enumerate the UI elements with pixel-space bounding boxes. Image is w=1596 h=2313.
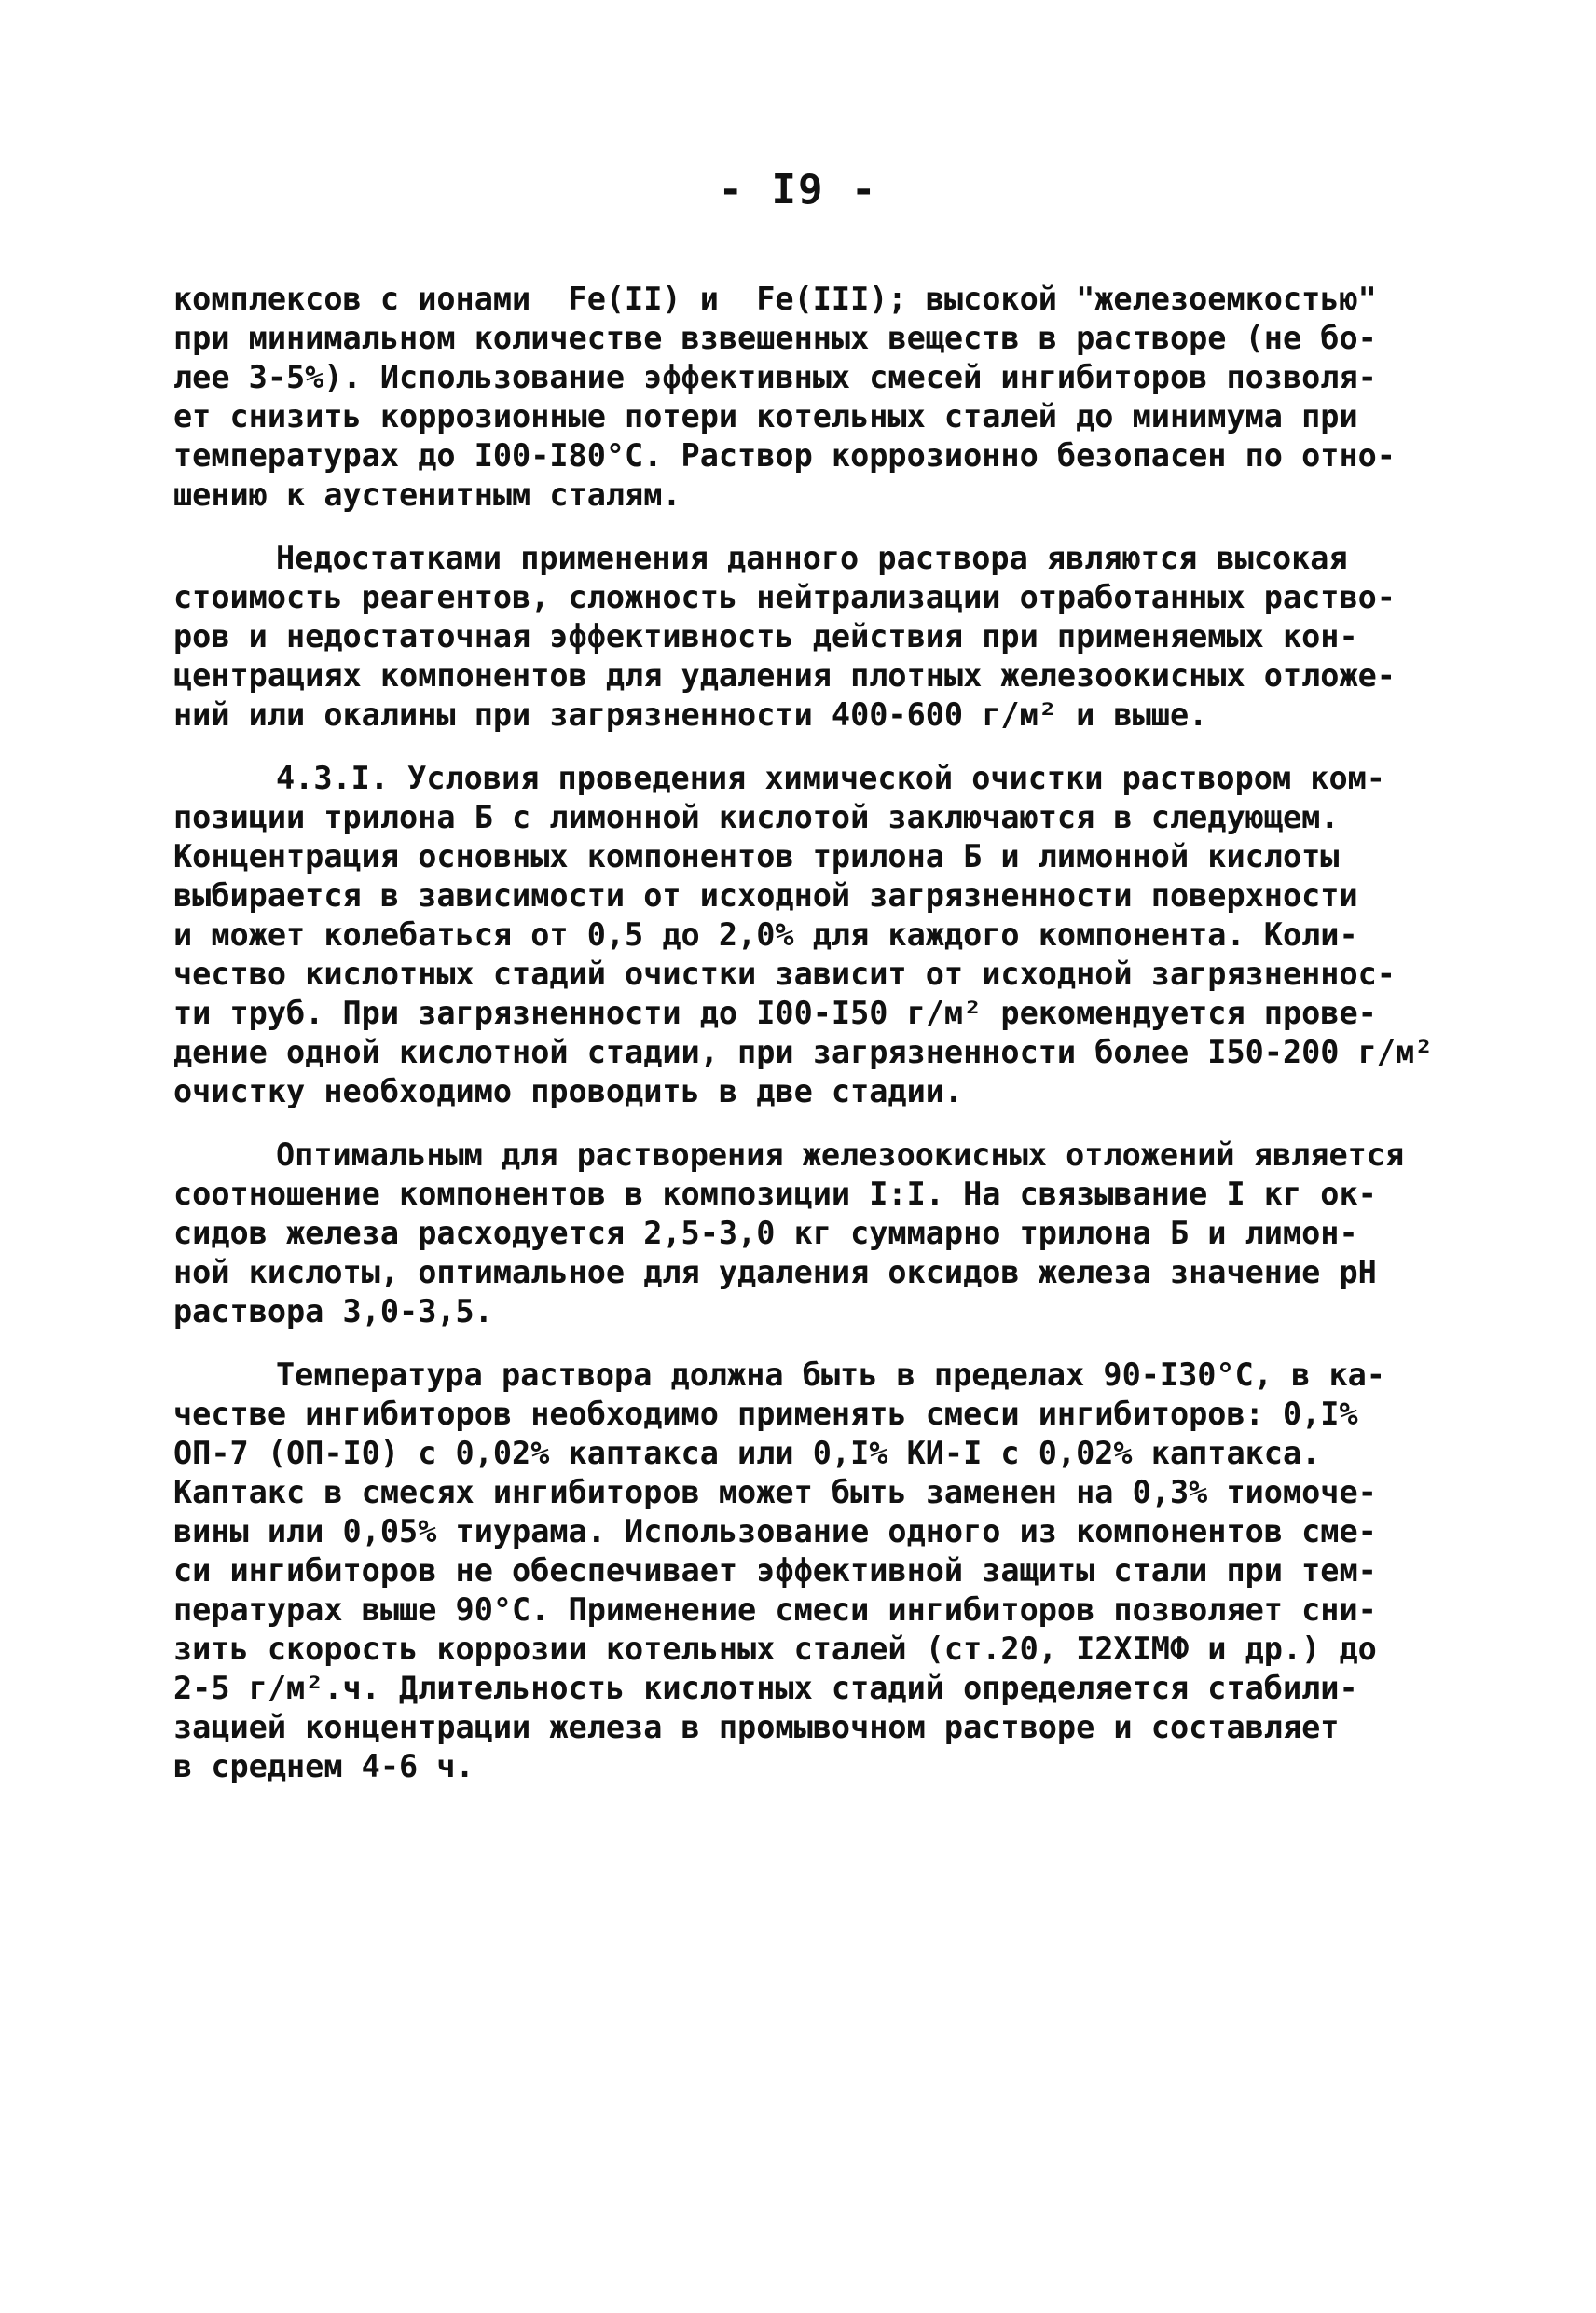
- text-line: при минимальном количестве взвешенных веществ в растворе (не бо-: [173, 320, 1377, 356]
- text-line: честве ингибиторов необходимо применять смеси ингибиторов: 0,I%: [173, 1396, 1358, 1432]
- text-line: Каптакс в смесях ингибиторов может быть заменен на 0,3% тиомоче-: [173, 1474, 1377, 1510]
- body-text: [173, 280, 1434, 1786]
- text-line: и может колебаться от 0,5 до 2,0% для каждого компонента. Коли-: [173, 916, 1358, 953]
- text-line: ной кислоты, оптимальное для удаления оксидов железа значение pH: [173, 1254, 1377, 1290]
- text-line: зить скорость коррозии котельных сталей (ст.20, I2XIМФ и др.) до: [173, 1631, 1377, 1667]
- text-line: стоимость реагентов, сложность нейтрализации отработанных раство-: [173, 579, 1396, 615]
- paragraph-2: [173, 539, 1423, 735]
- text-line: зацией концентрации железа в промывочном растворе и составляет: [173, 1709, 1340, 1745]
- text-line: ти труб. При загрязненности до I00-I50 г/м² рекомендуется прове-: [173, 995, 1377, 1031]
- text-line: ний или окалины при загрязненности 400-600 г/м² и выше.: [173, 696, 1208, 733]
- text-line: лее 3-5%). Использование эффективных смесей ингибиторов позволя-: [173, 359, 1377, 395]
- text-line: си ингибиторов не обеспечивает эффективной защиты стали при тем-: [173, 1552, 1377, 1589]
- text-line: ОП-7 (ОП-I0) с 0,02% каптакса или 0,I% КИ-I с 0,02% каптакса.: [173, 1435, 1321, 1471]
- text-line: комплексов с ионами Fe(II) и Fe(III); высокой "железоемкостью": [173, 281, 1377, 317]
- text-line: соотношение компонентов в композиции I:I. На связывание I кг ок-: [173, 1176, 1377, 1212]
- text-line: очистку необходимо проводить в две стадии.: [173, 1073, 964, 1109]
- text-line: дение одной кислотной стадии, при загрязненности более I50-200 г/м²: [173, 1034, 1434, 1070]
- text-line: Температура раствора должна быть в пределах 90-I30°C, в ка-: [276, 1356, 1385, 1393]
- text-line: вины или 0,05% тиурама. Использование одного из компонентов сме-: [173, 1513, 1377, 1549]
- text-line: центрациях компонентов для удаления плотных железоокисных отложе-: [173, 657, 1396, 694]
- text-line: чество кислотных стадий очистки зависит от исходной загрязненнос-: [173, 956, 1396, 992]
- text-line: выбирается в зависимости от исходной загрязненности поверхности: [173, 877, 1358, 914]
- paragraph-5: [173, 1356, 1423, 1786]
- paragraph-1: [173, 280, 1423, 515]
- text-line: позиции трилона Б с лимонной кислотой заключаются в следующем.: [173, 799, 1340, 835]
- text-line: ет снизить коррозионные потери котельных сталей до минимума при: [173, 398, 1358, 434]
- paragraph-3: [173, 759, 1434, 1111]
- text-line: пературах выше 90°C. Применение смеси ингибиторов позволяет сни-: [173, 1591, 1377, 1628]
- text-line: сидов железа расходуется 2,5-3,0 кг суммарно трилона Б и лимон-: [173, 1215, 1358, 1251]
- text-line: температурах до I00-I80°C. Раствор коррозионно безопасен по отно-: [173, 437, 1396, 474]
- text-line: 2-5 г/м².ч. Длительность кислотных стадий определяется стабили-: [173, 1670, 1358, 1706]
- text-line: раствора 3,0-3,5.: [173, 1293, 493, 1329]
- paragraph-4: [173, 1136, 1423, 1331]
- page-number: - I9 -: [718, 166, 878, 213]
- text-line: Недостатками применения данного раствора являются высокая: [276, 540, 1348, 576]
- text-line: 4.3.I. Условия проведения химической очистки раствором ком-: [276, 760, 1385, 796]
- text-line: Концентрация основных компонентов трилона Б и лимонной кислоты: [173, 838, 1340, 874]
- text-line: Оптимальным для растворения железоокисных отложений является: [276, 1136, 1405, 1173]
- text-line: ров и недостаточная эффективность действия при применяемых кон-: [173, 618, 1358, 654]
- text-line: в среднем 4-6 ч.: [173, 1748, 475, 1784]
- text-line: шению к аустенитным сталям.: [173, 476, 681, 513]
